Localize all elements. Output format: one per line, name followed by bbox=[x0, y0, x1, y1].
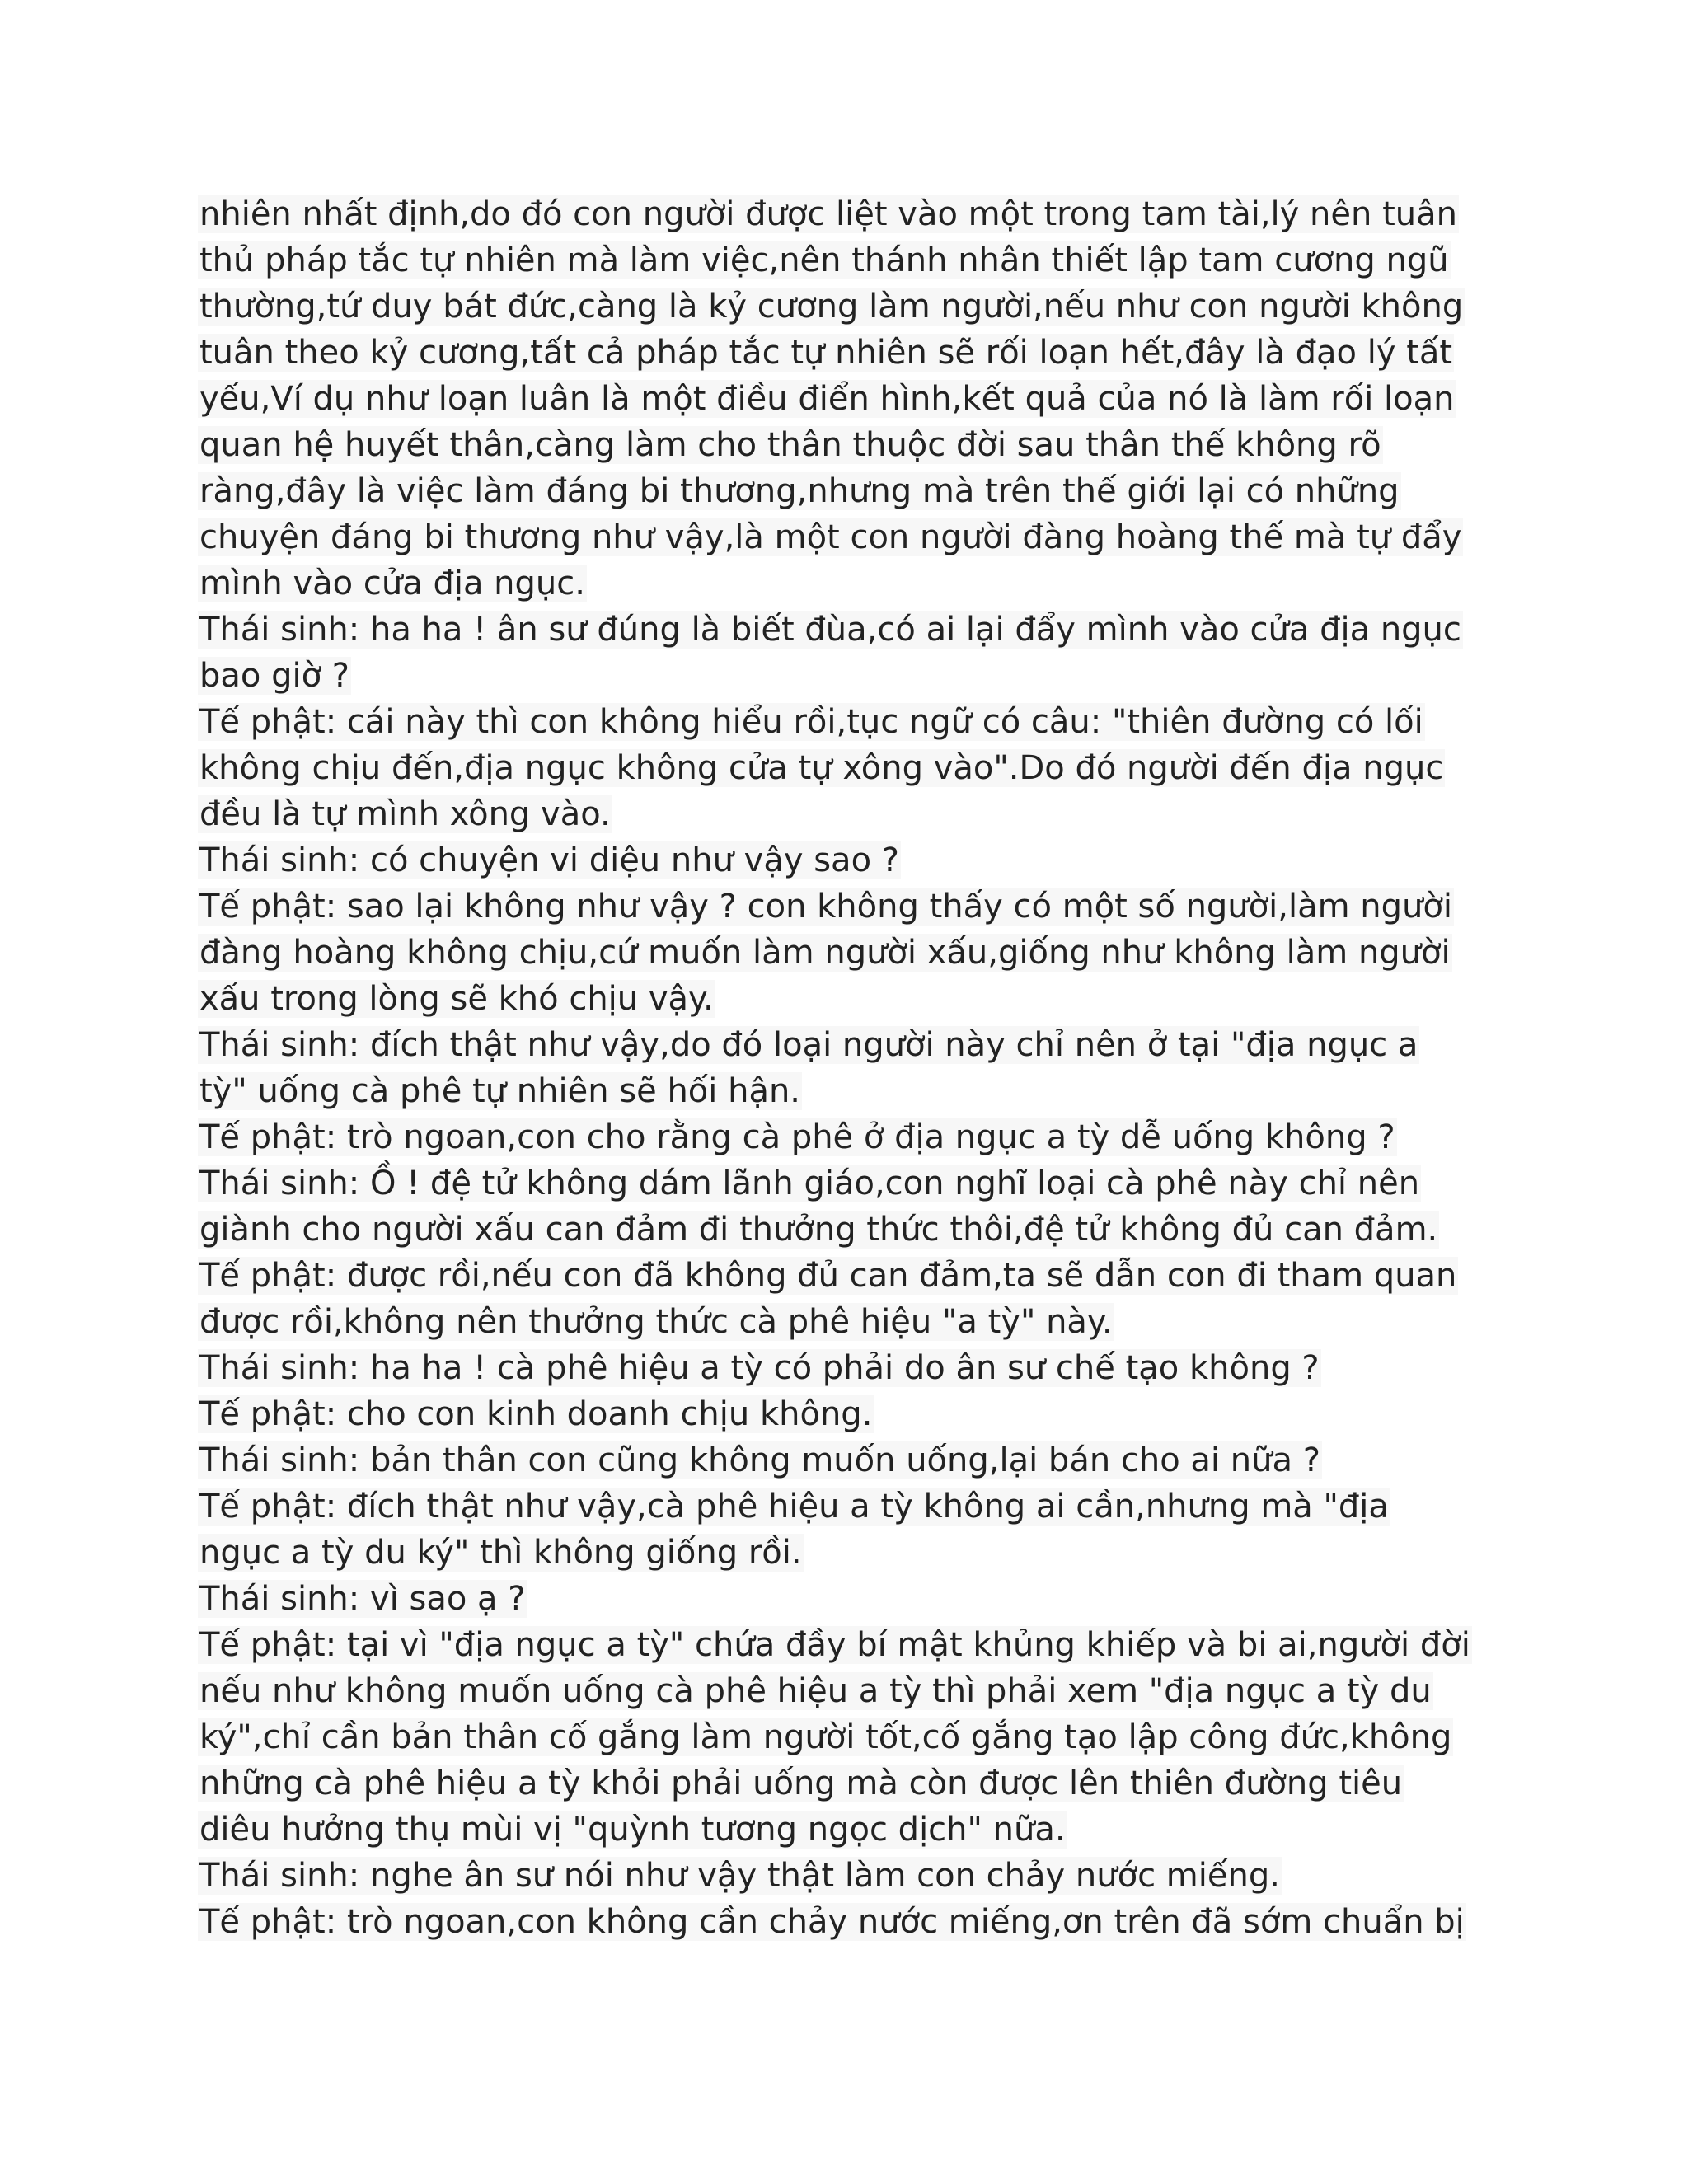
text-line: Tế phật: trò ngoan,con không cần chảy nước miếng,ơn trên đã sớm chuẩn bị bbox=[199, 1903, 1465, 1941]
text-line: Tế phật: được rồi,nếu con đã không đủ can đảm,ta sẽ dẫn con đi tham quan bbox=[199, 1257, 1457, 1295]
text-line: đàng hoàng không chịu,cứ muốn làm người xấu,giống như không làm người bbox=[199, 934, 1451, 972]
text-line: nhiên nhất định,do đó con người được liệt vào một trong tam tài,lý nên tuân bbox=[199, 195, 1457, 233]
text-line: Tế phật: sao lại không như vậy ? con không thấy có một số người,làm người bbox=[199, 888, 1452, 926]
text-line: Thái sinh: đích thật như vậy,do đó loại người này chỉ nên ở tại "địa ngục a bbox=[199, 1026, 1418, 1064]
text-line: Thái sinh: bản thân con cũng không muốn uống,lại bán cho ai nữa ? bbox=[199, 1441, 1320, 1479]
text-line: xấu trong lòng sẽ khó chịu vậy. bbox=[199, 980, 714, 1018]
text-line: chuyện đáng bi thương như vậy,là một con người đàng hoàng thế mà tự đẩy bbox=[199, 518, 1462, 556]
text-line: tỳ" uống cà phê tự nhiên sẽ hối hận. bbox=[199, 1072, 801, 1110]
text-line: tuân theo kỷ cương,tất cả pháp tắc tự nhiên sẽ rối loạn hết,đây là đạo lý tất bbox=[199, 334, 1453, 372]
text-line: quan hệ huyết thân,càng làm cho thân thuộc đời sau thân thế không rõ bbox=[199, 426, 1381, 464]
text-line: yếu,Ví dụ như loạn luân là một điều điển hình,kết quả của nó là làm rối loạn bbox=[199, 380, 1455, 418]
text-line: Thái sinh: ha ha ! cà phê hiệu a tỳ có phải do ân sư chế tạo không ? bbox=[199, 1349, 1320, 1387]
text-line: ngục a tỳ du ký" thì không giống rồi. bbox=[199, 1534, 802, 1572]
text-line: giành cho người xấu can đảm đi thưởng thức thôi,đệ tử không đủ can đảm. bbox=[199, 1211, 1438, 1249]
text-line: mình vào cửa địa ngục. bbox=[199, 565, 585, 602]
text-line: diêu hưởng thụ mùi vị "quỳnh tương ngọc dịch" nữa. bbox=[199, 1811, 1066, 1849]
text-line: Tế phật: cái này thì con không hiểu rồi,tục ngữ có câu: "thiên đường có lối bbox=[199, 703, 1423, 741]
text-line: thủ pháp tắc tự nhiên mà làm việc,nên thánh nhân thiết lập tam cương ngũ bbox=[199, 241, 1449, 279]
text-line: Thái sinh: ha ha ! ân sư đúng là biết đùa,có ai lại đẩy mình vào cửa địa ngục bbox=[199, 611, 1461, 649]
text-line: Tế phật: cho con kinh doanh chịu không. bbox=[199, 1395, 873, 1433]
text-line: Thái sinh: nghe ân sư nói như vậy thật làm con chảy nước miếng. bbox=[199, 1857, 1280, 1895]
text-line: thường,tứ duy bát đức,càng là kỷ cương làm người,nếu như con người không bbox=[199, 288, 1464, 326]
text-line: không chịu đến,địa ngục không cửa tự xông vào".Do đó người đến địa ngục bbox=[199, 749, 1444, 787]
text-line: được rồi,không nên thưởng thức cà phê hiệu "a tỳ" này. bbox=[199, 1303, 1113, 1341]
text-line: Thái sinh: có chuyện vi diệu như vậy sao ? bbox=[199, 841, 899, 879]
text-line: bao giờ ? bbox=[199, 657, 350, 695]
document-text bbox=[198, 191, 1517, 1945]
text-line: đều là tự mình xông vào. bbox=[199, 795, 611, 833]
text-line: Thái sinh: vì sao ạ ? bbox=[199, 1580, 526, 1618]
text-line: những cà phê hiệu a tỳ khỏi phải uống mà còn được lên thiên đường tiêu bbox=[199, 1765, 1403, 1802]
text-line: Tế phật: trò ngoan,con cho rằng cà phê ở địa ngục a tỳ dễ uống không ? bbox=[199, 1118, 1395, 1156]
text-line: ký",chỉ cần bản thân cố gắng làm người tốt,cố gắng tạo lập công đức,không bbox=[199, 1718, 1452, 1756]
text-line: Tế phật: đích thật như vậy,cà phê hiệu a tỳ không ai cần,nhưng mà "địa bbox=[199, 1488, 1389, 1526]
text-line: ràng,đây là việc làm đáng bi thương,nhưng mà trên thế giới lại có những bbox=[199, 472, 1400, 510]
text-line: Tế phật: tại vì "địa ngục a tỳ" chứa đầy bí mật khủng khiếp và bi ai,người đời bbox=[199, 1626, 1470, 1664]
text-line: Thái sinh: Ồ ! đệ tử không dám lãnh giáo,con nghĩ loại cà phê này chỉ nên bbox=[199, 1165, 1420, 1202]
text-line: nếu như không muốn uống cà phê hiệu a tỳ thì phải xem "địa ngục a tỳ du bbox=[199, 1672, 1432, 1710]
